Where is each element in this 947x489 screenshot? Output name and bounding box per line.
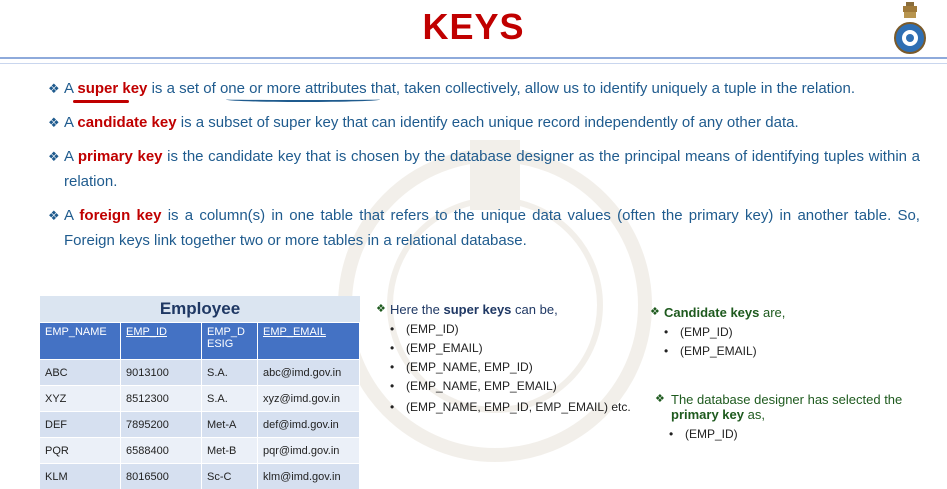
table-cell: 8016500 bbox=[121, 464, 202, 489]
table-cell: S.A. bbox=[202, 360, 258, 386]
heading-text: The database designer has selected the bbox=[671, 392, 902, 407]
candidate-keys-heading bbox=[650, 305, 910, 320]
primary-key-panel bbox=[655, 392, 923, 445]
candidate-keys-list bbox=[650, 324, 910, 359]
diamond-bullet-icon: ❖ bbox=[48, 144, 60, 169]
diamond-bullet-icon: ❖ bbox=[48, 76, 60, 101]
table-cell: xyz@imd.gov.in bbox=[258, 386, 360, 412]
column-header: EMP_D ESIG bbox=[202, 323, 258, 360]
list-item: • (EMP_ID) bbox=[650, 324, 910, 340]
keyword: Candidate keys bbox=[664, 305, 759, 320]
title-divider-secondary bbox=[0, 63, 947, 64]
table-row bbox=[40, 464, 360, 489]
keyword: primary key bbox=[671, 407, 744, 422]
table-cell: PQR bbox=[40, 438, 121, 464]
list-item: • (EMP_ID) bbox=[376, 321, 656, 337]
table-cell: S.A. bbox=[202, 386, 258, 412]
heading-text: can be, bbox=[511, 302, 557, 317]
list-item: • (EMP_EMAIL) bbox=[376, 340, 656, 356]
table-cell: Met-B bbox=[202, 438, 258, 464]
table-cell: 7895200 bbox=[121, 412, 202, 438]
definitions-list bbox=[48, 76, 920, 262]
column-header-label: EMP_EMAIL bbox=[263, 326, 326, 338]
diamond-bullet-icon: ❖ bbox=[48, 110, 60, 135]
keyword: super key bbox=[77, 80, 147, 97]
keyword: primary key bbox=[78, 148, 163, 165]
diamond-bullet-icon: ❖ bbox=[655, 392, 665, 407]
bullet-text: is the candidate key that is chosen by the database designer as the principal means of identifying tuples within a relation. bbox=[64, 148, 920, 190]
table-row bbox=[40, 438, 360, 464]
heading-text: as, bbox=[744, 407, 765, 422]
bullet-text: is a subset of super key that can identify each unique record independently of any other data. bbox=[177, 114, 799, 131]
diamond-bullet-icon: ❖ bbox=[48, 203, 60, 228]
table-cell: 8512300 bbox=[121, 386, 202, 412]
table-cell: DEF bbox=[40, 412, 121, 438]
table-cell: XYZ bbox=[40, 386, 121, 412]
table-cell: klm@imd.gov.in bbox=[258, 464, 360, 489]
table-cell: 6588400 bbox=[121, 438, 202, 464]
table-row bbox=[40, 386, 360, 412]
table-cell: Met-A bbox=[202, 412, 258, 438]
table-row bbox=[40, 360, 360, 386]
table-cell: ABC bbox=[40, 360, 121, 386]
candidate-keys-panel bbox=[650, 305, 910, 362]
table-cell: KLM bbox=[40, 464, 121, 489]
keyword: super keys bbox=[443, 302, 511, 317]
diamond-bullet-icon: ❖ bbox=[376, 302, 386, 315]
column-header bbox=[121, 323, 202, 360]
bullet-text: is a set of one or more attributes that, taken collectively, allow us to identify uniquely a tuple in the relation. bbox=[147, 80, 855, 97]
bullet-text: A bbox=[64, 80, 77, 97]
list-item: • (EMP_EMAIL) bbox=[650, 343, 910, 359]
definition-foreign-key bbox=[48, 203, 920, 253]
employee-table bbox=[40, 296, 360, 489]
bullet-text: A bbox=[64, 114, 77, 131]
primary-key-list bbox=[655, 426, 923, 442]
table-caption: Employee bbox=[40, 296, 360, 323]
heading-text: Here the bbox=[390, 302, 443, 317]
keyword: foreign key bbox=[79, 207, 161, 224]
definition-primary-key bbox=[48, 144, 920, 194]
heading-text: are, bbox=[759, 305, 785, 320]
title-divider bbox=[0, 57, 947, 59]
table-cell: Sc-C bbox=[202, 464, 258, 489]
table-cell: pqr@imd.gov.in bbox=[258, 438, 360, 464]
column-header bbox=[258, 323, 360, 360]
table-cell: abc@imd.gov.in bbox=[258, 360, 360, 386]
definition-super-key bbox=[48, 76, 920, 101]
slide-title: KEYS bbox=[0, 6, 947, 48]
diamond-bullet-icon: ❖ bbox=[650, 305, 660, 318]
list-item: • (EMP_ID) bbox=[655, 426, 923, 442]
bullet-text: A bbox=[64, 148, 78, 165]
column-header-label: EMP_ID bbox=[126, 326, 167, 338]
keyword: candidate key bbox=[77, 114, 176, 131]
super-keys-heading bbox=[376, 302, 656, 317]
bullet-text: is a column(s) in one table that refers to the unique data values (often the primary key) in another table. So, Foreign keys link together two or more tables in a relational database. bbox=[64, 207, 920, 249]
list-item: • (EMP_NAME, EMP_ID, EMP_EMAIL) etc. bbox=[376, 399, 656, 415]
column-header: EMP_NAME bbox=[40, 323, 121, 360]
bullet-text: A bbox=[64, 207, 79, 224]
emblem-logo bbox=[893, 2, 927, 58]
table-cell: def@imd.gov.in bbox=[258, 412, 360, 438]
table-row bbox=[40, 412, 360, 438]
primary-key-heading bbox=[655, 392, 923, 422]
list-item: • (EMP_NAME, EMP_EMAIL) bbox=[376, 378, 656, 394]
super-keys-panel bbox=[376, 302, 656, 418]
table-header-row bbox=[40, 323, 360, 360]
list-item: • (EMP_NAME, EMP_ID) bbox=[376, 359, 656, 375]
super-keys-list bbox=[376, 321, 656, 415]
definition-candidate-key bbox=[48, 110, 920, 135]
table-cell: 9013100 bbox=[121, 360, 202, 386]
